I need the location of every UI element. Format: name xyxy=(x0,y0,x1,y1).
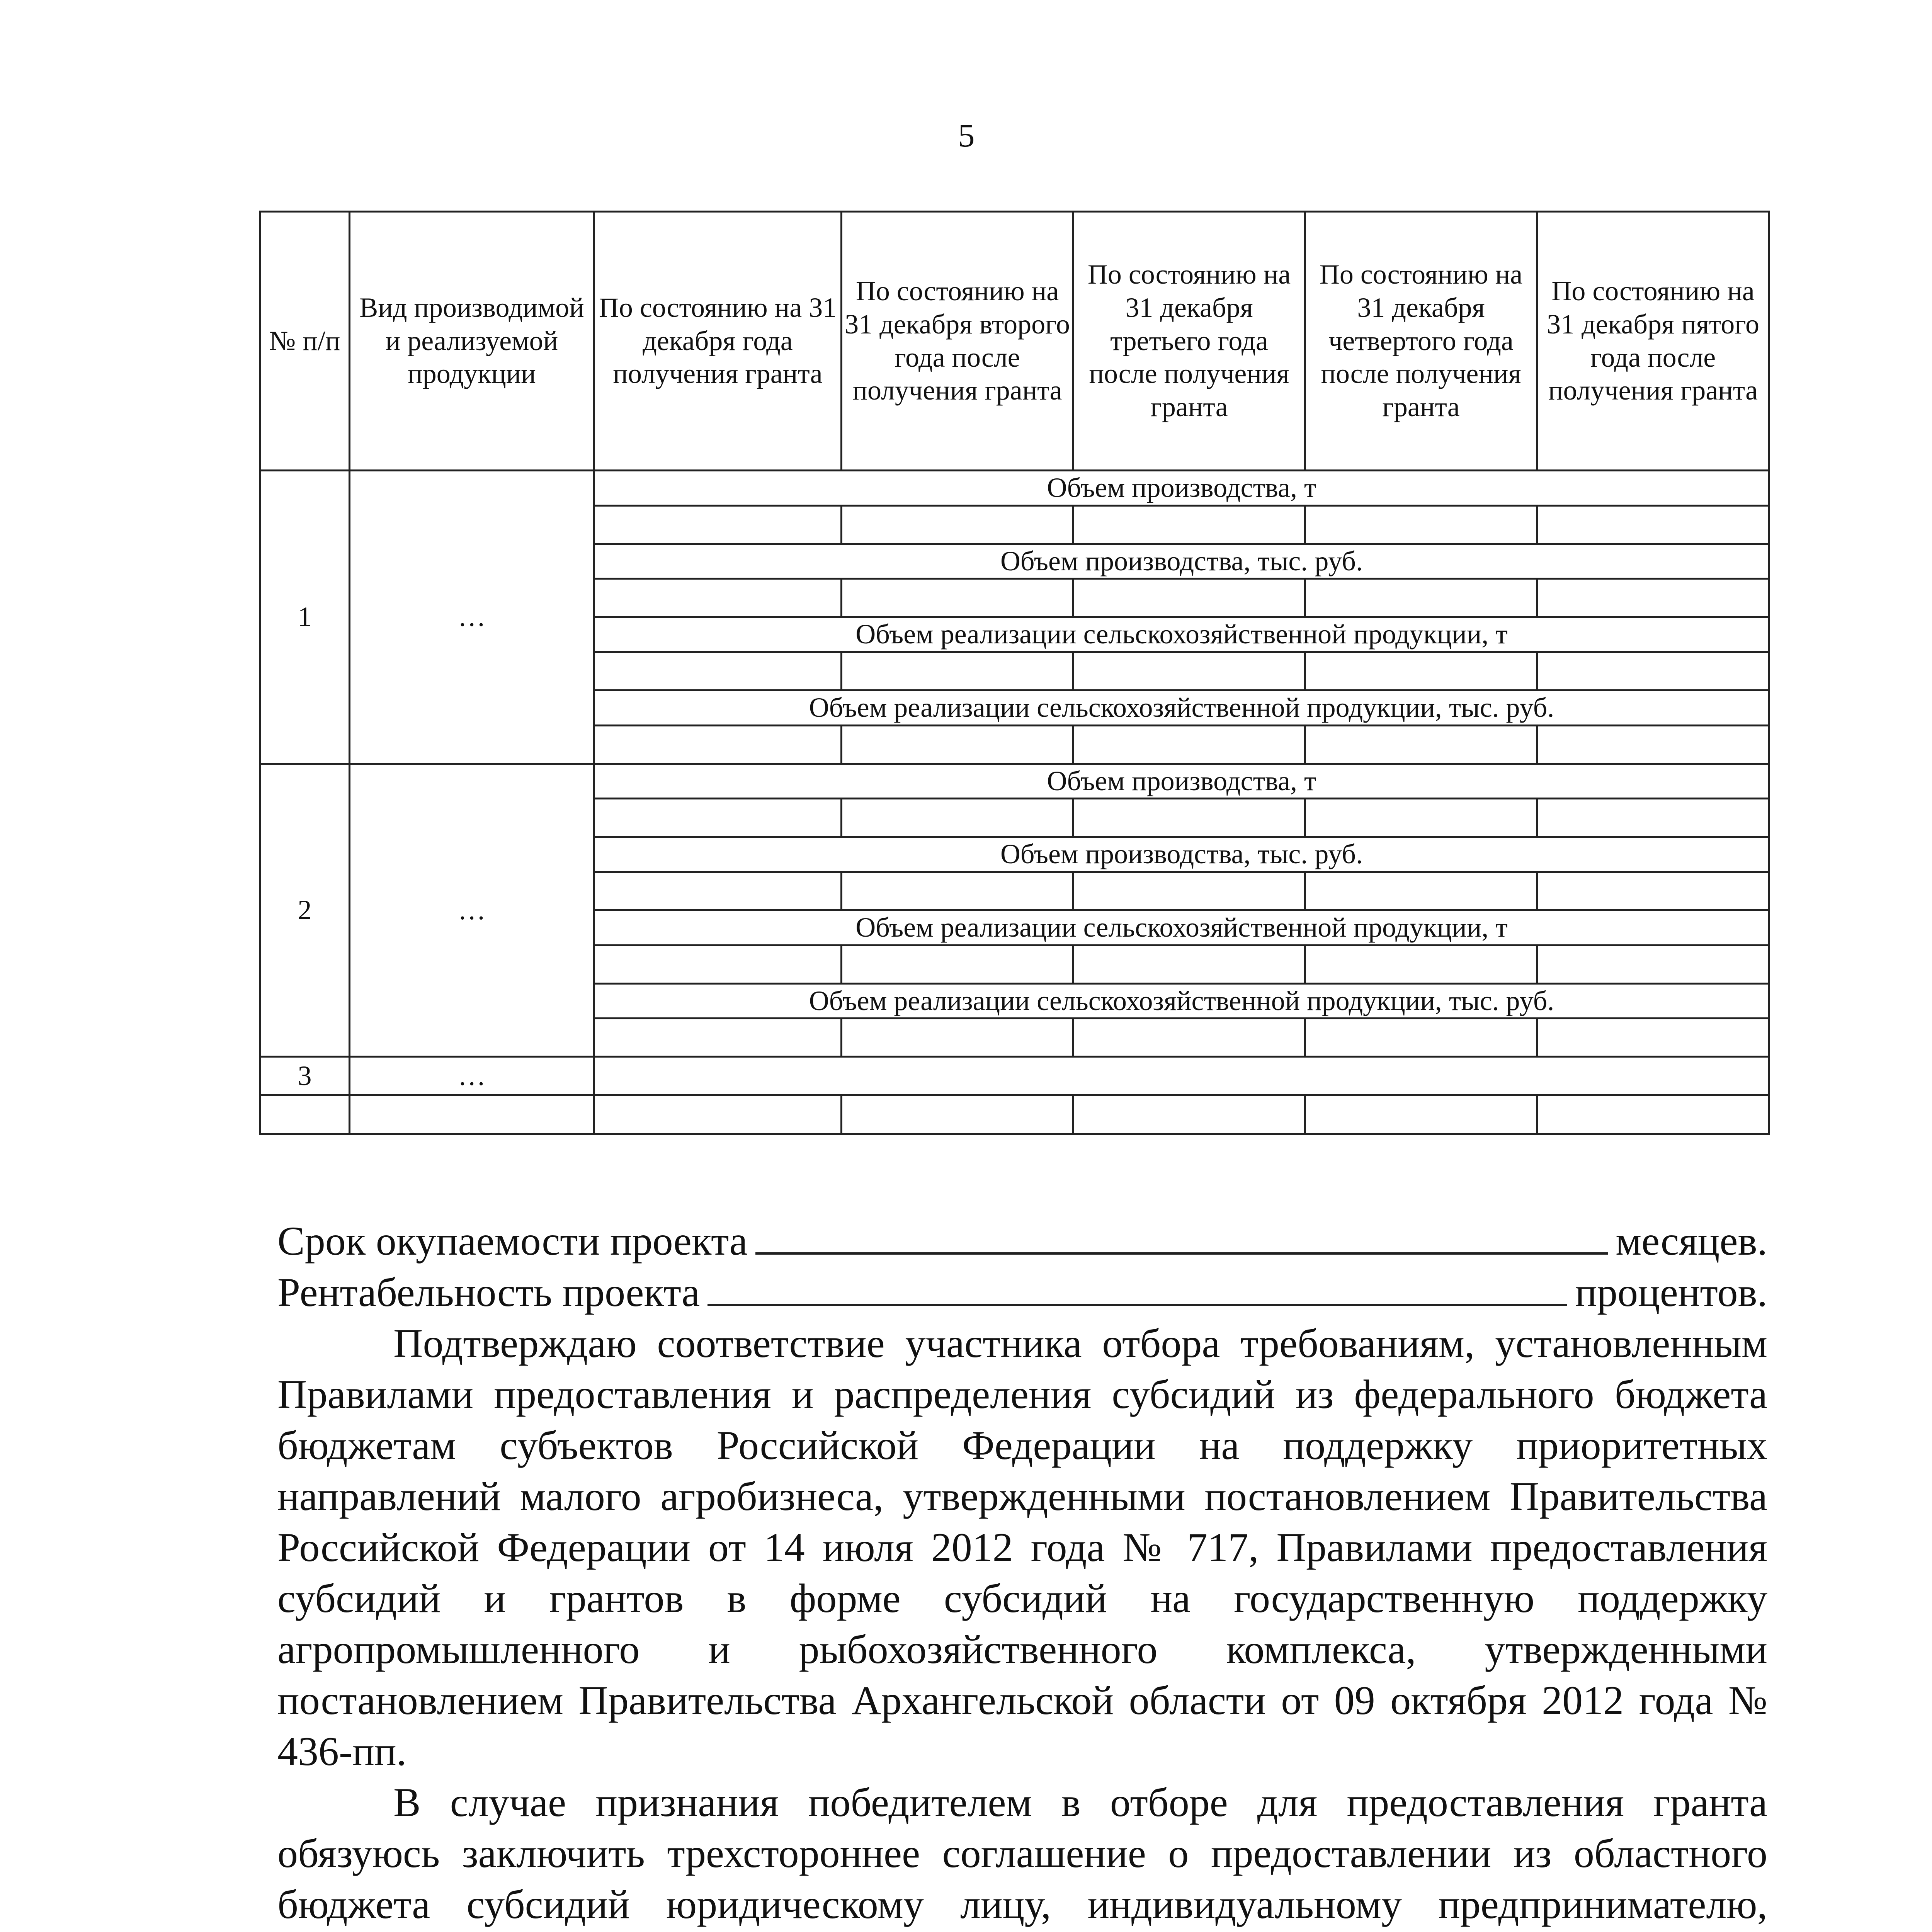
profitability-input-line[interactable] xyxy=(707,1267,1567,1306)
value-cell[interactable] xyxy=(1305,1019,1537,1057)
value-cell[interactable] xyxy=(1305,652,1537,690)
value-cell[interactable] xyxy=(842,505,1073,544)
value-cell[interactable] xyxy=(594,652,842,690)
row-number: 2 xyxy=(260,764,350,1057)
value-cell[interactable] xyxy=(1073,799,1305,837)
value-cell[interactable] xyxy=(842,799,1073,837)
paragraph-agreement: В случае признания победителем в отборе для предоставления гранта обязуюсь заключить трехстороннее соглашение о предоставлении из областного бюджета субсидий юридическому лицу, индивидуальному предпринимателю, xyxy=(277,1780,1767,1927)
header-product: Вид производимой и реализуемой продукции xyxy=(350,212,594,471)
section-production-t: Объем производства, т xyxy=(594,764,1769,799)
profitability-line xyxy=(277,1267,1767,1318)
profitability-unit: процентов. xyxy=(1575,1270,1767,1315)
body-text xyxy=(277,1215,1767,1932)
value-cell[interactable] xyxy=(1073,579,1305,617)
value-cell[interactable] xyxy=(1537,945,1769,983)
section-sales-t: Объем реализации сельскохозяйственной продукции, т xyxy=(594,617,1769,652)
value-cell[interactable] xyxy=(842,945,1073,983)
value-cell[interactable] xyxy=(1073,505,1305,544)
value-cell[interactable] xyxy=(1305,505,1537,544)
value-cell[interactable] xyxy=(842,725,1073,764)
value-cell[interactable] xyxy=(1537,799,1769,837)
product-type: … xyxy=(350,764,594,1057)
table-header-row xyxy=(260,212,1769,471)
value-cell[interactable] xyxy=(1073,945,1305,983)
empty-row xyxy=(260,1095,1769,1134)
value-cell[interactable] xyxy=(594,505,842,544)
product-type: … xyxy=(350,1057,594,1095)
header-year0: По состоянию на 31 декабря года получения гранта xyxy=(594,212,842,471)
payback-line xyxy=(277,1215,1767,1267)
value-cell[interactable] xyxy=(594,579,842,617)
header-num: № п/п xyxy=(260,212,350,471)
section-sales-t: Объем реализации сельскохозяйственной продукции, т xyxy=(594,910,1769,946)
empty-cell xyxy=(350,1095,594,1134)
paragraph-confirmation: Подтверждаю соответствие участника отбора требованиям, установленным Правилами предоставления и распределения субсидий из федерального бюджета бюджетам субъектов Российской Федерации на поддержку приоритетных направлений малого агробизнеса, утвержденными постановлением Правительства Российской Федерации от 14 июля 2012 года № 717, Правилами предоставления субсидий и грантов в форме субсидий на государственную поддержку агропромышленного и рыбохозяйственного комплекса, утвержденными постановлением Правительства Архангельской области от 09 октября 2012 года № 436-пп. xyxy=(277,1321,1767,1774)
value-cell[interactable] xyxy=(594,799,842,837)
value-cell[interactable] xyxy=(842,579,1073,617)
section-sales-rub: Объем реализации сельскохозяйственной продукции, тыс. руб. xyxy=(594,690,1769,726)
payback-input-line[interactable] xyxy=(755,1215,1608,1255)
value-cell[interactable] xyxy=(1537,1019,1769,1057)
section-sales-rub: Объем реализации сельскохозяйственной продукции, тыс. руб. xyxy=(594,983,1769,1019)
row-number: 1 xyxy=(260,471,350,764)
value-cell[interactable] xyxy=(1073,725,1305,764)
value-cell[interactable] xyxy=(1305,799,1537,837)
value-cell[interactable] xyxy=(594,1019,842,1057)
value-cell[interactable] xyxy=(1537,579,1769,617)
value-cell[interactable] xyxy=(842,1019,1073,1057)
value-cell[interactable] xyxy=(1305,945,1537,983)
product-type: … xyxy=(350,471,594,764)
table-row xyxy=(260,764,1769,799)
section-production-rub: Объем производства, тыс. руб. xyxy=(594,544,1769,579)
value-cell[interactable] xyxy=(1073,872,1305,910)
header-year3: По состоянию на 31 декабря третьего года после получения гранта xyxy=(1073,212,1305,471)
page-number: 5 xyxy=(958,117,975,154)
payback-label: Срок окупаемости проекта xyxy=(277,1218,748,1264)
value-cell[interactable] xyxy=(842,652,1073,690)
value-cell[interactable] xyxy=(594,945,842,983)
header-year2: По состоянию на 31 декабря второго года после получения гранта xyxy=(842,212,1073,471)
value-cell[interactable] xyxy=(842,872,1073,910)
section-production-t: Объем производства, т xyxy=(594,471,1769,506)
value-cell[interactable] xyxy=(594,725,842,764)
value-cell[interactable] xyxy=(1073,1019,1305,1057)
empty-cell xyxy=(1537,1095,1769,1134)
profitability-label: Рентабельность проекта xyxy=(277,1270,700,1315)
value-cell[interactable] xyxy=(1073,652,1305,690)
empty-cell xyxy=(260,1095,350,1134)
value-cell[interactable] xyxy=(1537,872,1769,910)
payback-unit: месяцев. xyxy=(1616,1218,1767,1264)
empty-cell xyxy=(842,1095,1073,1134)
production-table xyxy=(259,211,1770,1135)
value-cell[interactable] xyxy=(1537,725,1769,764)
row-number: 3 xyxy=(260,1057,350,1095)
value-cell[interactable] xyxy=(1305,579,1537,617)
empty-cell xyxy=(594,1095,842,1134)
row-3-values xyxy=(594,1057,1769,1095)
value-cell[interactable] xyxy=(1537,652,1769,690)
section-production-rub: Объем производства, тыс. руб. xyxy=(594,837,1769,872)
empty-cell xyxy=(1073,1095,1305,1134)
value-cell[interactable] xyxy=(1305,725,1537,764)
table-row xyxy=(260,1057,1769,1095)
table-row xyxy=(260,471,1769,506)
value-cell[interactable] xyxy=(1537,505,1769,544)
header-year4: По состоянию на 31 декабря четвертого года после получения гранта xyxy=(1305,212,1537,471)
empty-cell xyxy=(1305,1095,1537,1134)
header-year5: По состоянию на 31 декабря пятого года после получения гранта xyxy=(1537,212,1769,471)
value-cell[interactable] xyxy=(1305,872,1537,910)
value-cell[interactable] xyxy=(594,872,842,910)
